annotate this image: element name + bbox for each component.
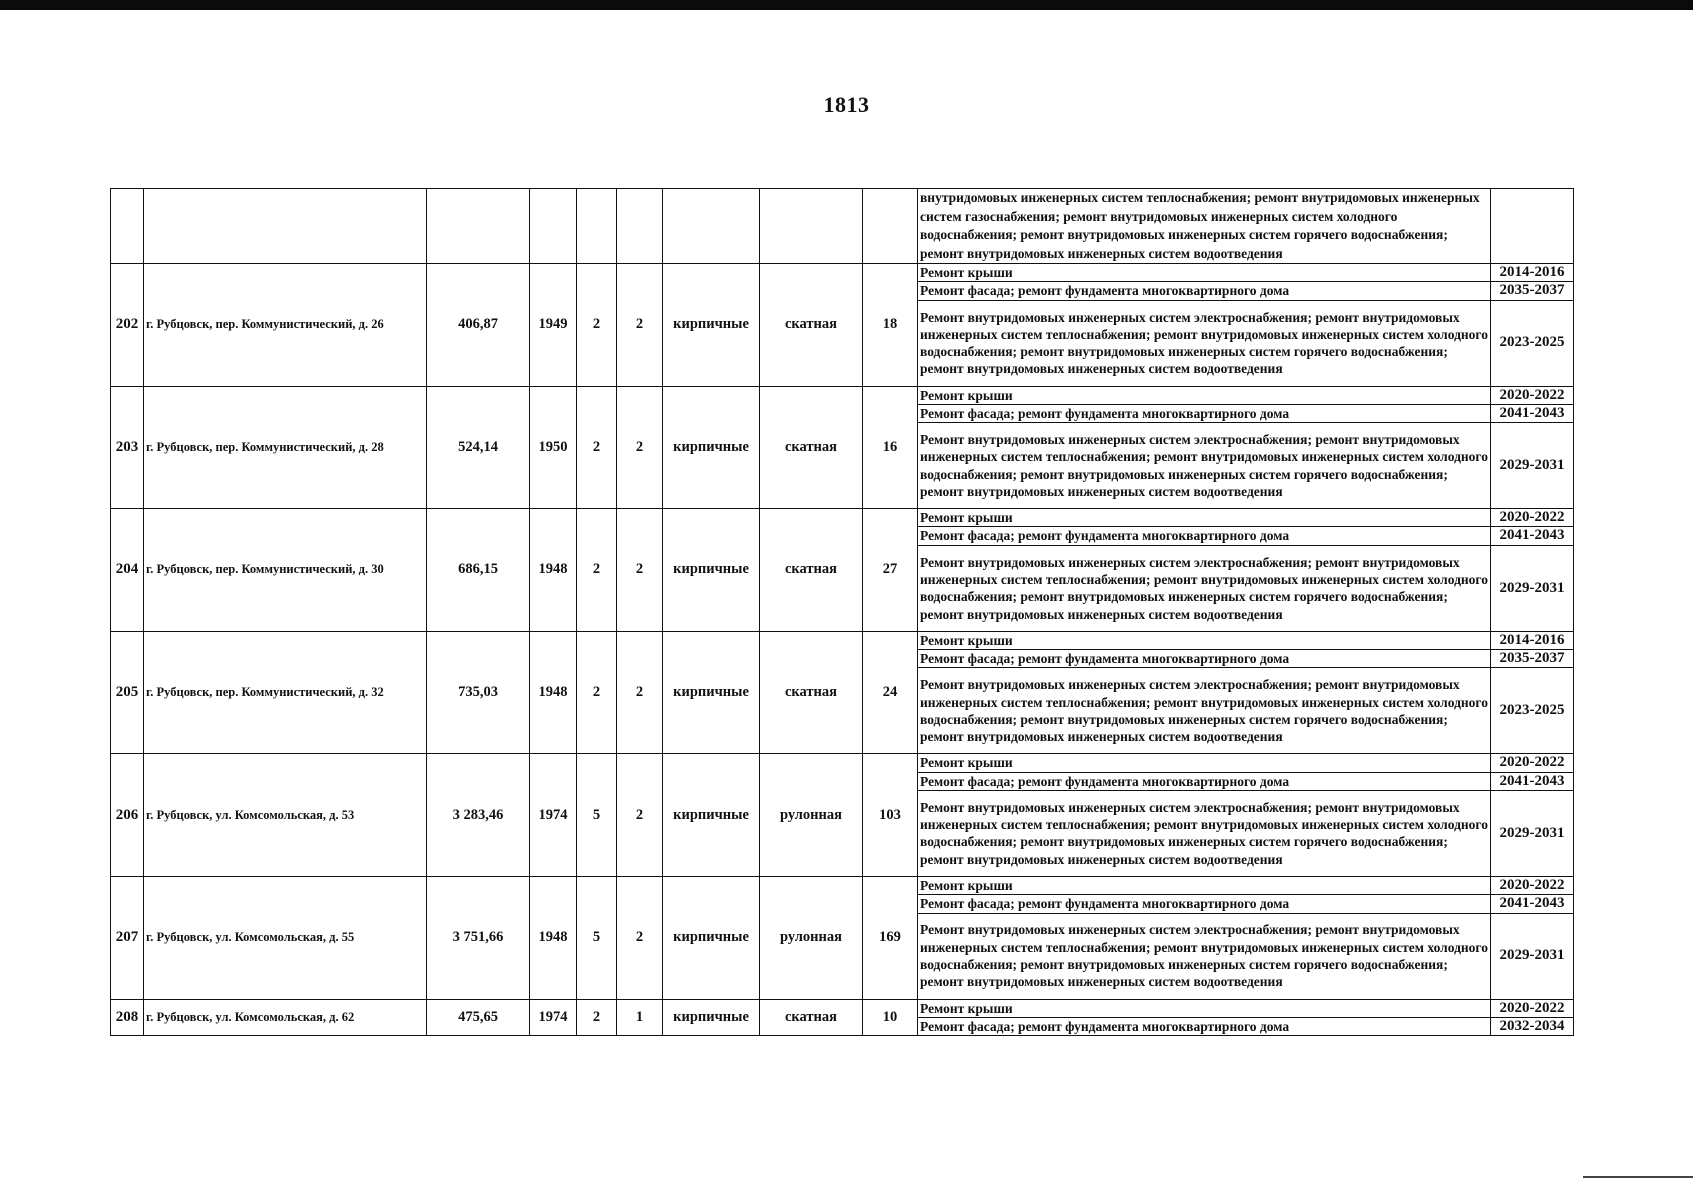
entrances-cell: 2 — [617, 876, 663, 999]
walls-material-cell: кирпичные — [663, 386, 760, 509]
work-period: 2041-2043 — [1491, 772, 1574, 790]
table-row — [111, 876, 1574, 894]
work-period: 2029-2031 — [1491, 423, 1574, 509]
floors-cell: 2 — [577, 509, 617, 632]
roof-type-cell: скатная — [760, 264, 863, 387]
work-period: 2020-2022 — [1491, 509, 1574, 527]
residents-cell: 24 — [863, 631, 918, 754]
address-cell: г. Рубцовск, ул. Комсомольская, д. 53 — [144, 754, 427, 877]
work-period: 2029-2031 — [1491, 790, 1574, 876]
year-cell: 1950 — [530, 386, 577, 509]
row-number: 203 — [111, 386, 144, 509]
floors-cell: 2 — [577, 631, 617, 754]
address-cell: г. Рубцовск, пер. Коммунистический, д. 28 — [144, 386, 427, 509]
work-description: Ремонт внутридомовых инженерных систем электроснабжения; ремонт внутридомовых инженерных систем теплоснабжения; ремонт внутридомовых инженерных систем холодного водоснабжения; ремонт внутридомовых инженерных систем горячего водоснабжения; ремонт внутридомовых инженерных систем водоотведения — [918, 913, 1491, 999]
residents-cell: 169 — [863, 876, 918, 999]
floors-cell: 2 — [577, 386, 617, 509]
work-description: Ремонт крыши — [918, 754, 1491, 772]
housing-repair-table — [110, 188, 1574, 1036]
work-description: Ремонт крыши — [918, 999, 1491, 1017]
work-description: Ремонт внутридомовых инженерных систем электроснабжения; ремонт внутридомовых инженерных систем теплоснабжения; ремонт внутридомовых инженерных систем холодного водоснабжения; ремонт внутридомовых инженерных систем горячего водоснабжения; ремонт внутридомовых инженерных систем водоотведения — [918, 668, 1491, 754]
address-cell: г. Рубцовск, пер. Коммунистический, д. 32 — [144, 631, 427, 754]
roof-type-cell: скатная — [760, 386, 863, 509]
area-cell: 686,15 — [427, 509, 530, 632]
entrances-cell: 2 — [617, 509, 663, 632]
year-cell: 1974 — [530, 754, 577, 877]
roof-type-cell: рулонная — [760, 754, 863, 877]
table-body — [111, 189, 1574, 1036]
table-row — [111, 754, 1574, 772]
work-description: Ремонт внутридомовых инженерных систем электроснабжения; ремонт внутридомовых инженерных систем теплоснабжения; ремонт внутридомовых инженерных систем холодного водоснабжения; ремонт внутридомовых инженерных систем горячего водоснабжения; ремонт внутридомовых инженерных систем водоотведения — [918, 423, 1491, 509]
row-number: 204 — [111, 509, 144, 632]
work-period: 2014-2016 — [1491, 631, 1574, 649]
work-description: Ремонт фасада; ремонт фундамента многоквартирного дома — [918, 527, 1491, 545]
floors-cell: 2 — [577, 264, 617, 387]
work-description: Ремонт внутридомовых инженерных систем электроснабжения; ремонт внутридомовых инженерных систем теплоснабжения; ремонт внутридомовых инженерных систем холодного водоснабжения; ремонт внутридомовых инженерных систем горячего водоснабжения; ремонт внутридомовых инженерных систем водоотведения — [918, 790, 1491, 876]
year-cell: 1948 — [530, 631, 577, 754]
row-number: 205 — [111, 631, 144, 754]
address-cell: г. Рубцовск, пер. Коммунистический, д. 26 — [144, 264, 427, 387]
work-period: 2020-2022 — [1491, 386, 1574, 404]
table-row — [111, 264, 1574, 282]
entrances-cell: 1 — [617, 999, 663, 1036]
work-period: 2020-2022 — [1491, 754, 1574, 772]
table-row — [111, 386, 1574, 404]
work-description: Ремонт внутридомовых инженерных систем электроснабжения; ремонт внутридомовых инженерных систем теплоснабжения; ремонт внутридомовых инженерных систем холодного водоснабжения; ремонт внутридомовых инженерных систем горячего водоснабжения; ремонт внутридомовых инженерных систем водоотведения — [918, 545, 1491, 631]
work-description: Ремонт фасада; ремонт фундамента многоквартирного дома — [918, 1017, 1491, 1035]
page-number: 1813 — [823, 92, 870, 117]
work-period: 2029-2031 — [1491, 913, 1574, 999]
year-cell: 1949 — [530, 264, 577, 387]
area-cell: 524,14 — [427, 386, 530, 509]
work-period: 2041-2043 — [1491, 404, 1574, 422]
entrances-cell: 2 — [617, 754, 663, 877]
work-description: Ремонт внутридомовых инженерных систем электроснабжения; ремонт внутридомовых инженерных систем теплоснабжения; ремонт внутридомовых инженерных систем холодного водоснабжения; ремонт внутридомовых инженерных систем горячего водоснабжения; ремонт внутридомовых инженерных систем водоотведения — [918, 300, 1491, 386]
row-number: 207 — [111, 876, 144, 999]
area-cell: 475,65 — [427, 999, 530, 1036]
area-cell: 735,03 — [427, 631, 530, 754]
work-period: 2020-2022 — [1491, 876, 1574, 894]
work-period: 2029-2031 — [1491, 545, 1574, 631]
work-description: Ремонт крыши — [918, 631, 1491, 649]
work-period: 2032-2034 — [1491, 1017, 1574, 1035]
residents-cell: 103 — [863, 754, 918, 877]
address-cell: г. Рубцовск, ул. Комсомольская, д. 55 — [144, 876, 427, 999]
roof-type-cell: рулонная — [760, 876, 863, 999]
work-period: 2023-2025 — [1491, 300, 1574, 386]
entrances-cell: 2 — [617, 631, 663, 754]
year-cell: 1948 — [530, 509, 577, 632]
entrances-cell: 2 — [617, 386, 663, 509]
floors-cell: 5 — [577, 876, 617, 999]
residents-cell: 10 — [863, 999, 918, 1036]
walls-material-cell: кирпичные — [663, 509, 760, 632]
table-row — [111, 631, 1574, 649]
work-period: 2035-2037 — [1491, 282, 1574, 300]
area-cell: 3 283,46 — [427, 754, 530, 877]
scan-top-border — [0, 0, 1693, 10]
floors-cell: 2 — [577, 999, 617, 1036]
work-description: Ремонт фасада; ремонт фундамента многоквартирного дома — [918, 650, 1491, 668]
row-number: 208 — [111, 999, 144, 1036]
residents-cell: 18 — [863, 264, 918, 387]
work-period: 2014-2016 — [1491, 264, 1574, 282]
row-number: 202 — [111, 264, 144, 387]
roof-type-cell: скатная — [760, 999, 863, 1036]
work-description: Ремонт фасада; ремонт фундамента многоквартирного дома — [918, 772, 1491, 790]
work-period: 2023-2025 — [1491, 668, 1574, 754]
walls-material-cell: кирпичные — [663, 999, 760, 1036]
scan-bottom-mark — [1583, 1176, 1693, 1178]
walls-material-cell: кирпичные — [663, 264, 760, 387]
table-row — [111, 999, 1574, 1017]
work-period: 2041-2043 — [1491, 895, 1574, 913]
work-description: Ремонт крыши — [918, 509, 1491, 527]
year-cell: 1974 — [530, 999, 577, 1036]
residents-cell: 27 — [863, 509, 918, 632]
row-number: 206 — [111, 754, 144, 877]
roof-type-cell: скатная — [760, 509, 863, 632]
work-description: Ремонт крыши — [918, 264, 1491, 282]
work-description: Ремонт фасада; ремонт фундамента многоквартирного дома — [918, 404, 1491, 422]
work-description: Ремонт крыши — [918, 386, 1491, 404]
roof-type-cell: скатная — [760, 631, 863, 754]
walls-material-cell: кирпичные — [663, 876, 760, 999]
work-description: Ремонт фасада; ремонт фундамента многоквартирного дома — [918, 895, 1491, 913]
work-period: 2035-2037 — [1491, 650, 1574, 668]
continuation-row — [111, 189, 1574, 264]
work-description: Ремонт крыши — [918, 876, 1491, 894]
area-cell: 3 751,66 — [427, 876, 530, 999]
address-cell: г. Рубцовск, пер. Коммунистический, д. 30 — [144, 509, 427, 632]
work-period: 2041-2043 — [1491, 527, 1574, 545]
area-cell: 406,87 — [427, 264, 530, 387]
walls-material-cell: кирпичные — [663, 631, 760, 754]
year-cell: 1948 — [530, 876, 577, 999]
residents-cell: 16 — [863, 386, 918, 509]
walls-material-cell: кирпичные — [663, 754, 760, 877]
address-cell: г. Рубцовск, ул. Комсомольская, д. 62 — [144, 999, 427, 1036]
work-description: Ремонт фасада; ремонт фундамента многоквартирного дома — [918, 282, 1491, 300]
work-description: внутридомовых инженерных систем теплоснабжения; ремонт внутридомовых инженерных систем газоснабжения; ремонт внутридомовых инженерных систем холодного водоснабжения; ремонт внутридомовых инженерных систем горячего водоснабжения; ремонт внутридомовых инженерных систем водоотведения — [918, 189, 1491, 264]
entrances-cell: 2 — [617, 264, 663, 387]
floors-cell: 5 — [577, 754, 617, 877]
table-row — [111, 509, 1574, 527]
work-period: 2020-2022 — [1491, 999, 1574, 1017]
